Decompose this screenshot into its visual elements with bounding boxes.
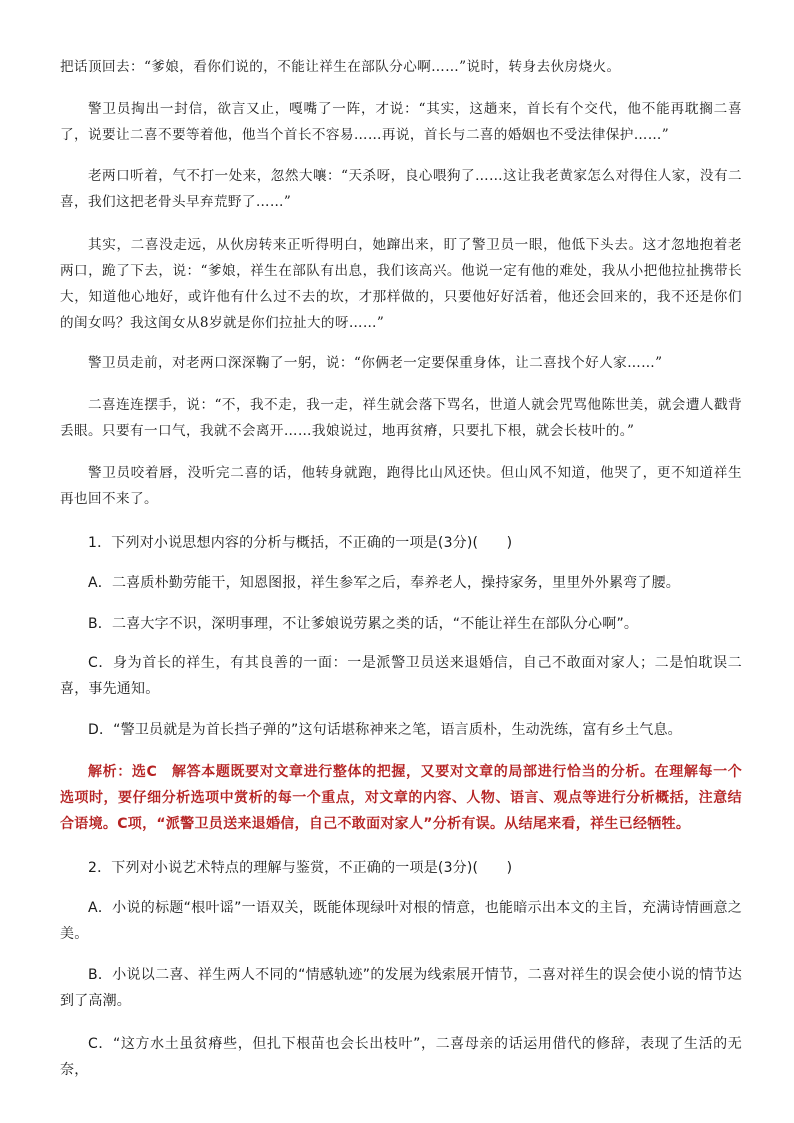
story-paragraph-7: 警卫员咬着唇，没听完二喜的话，他转身就跑，跑得比山风还快。但山风不知道，他哭了，更不知道祥生再也回不来了。	[60, 465, 742, 507]
question-2-option-c: C．“这方水土虽贫瘠些，但扎下根苗也会长出枝叶”，二喜母亲的话运用借代的修辞，表现了生活的无奈，	[60, 1036, 742, 1078]
question-1-option-d: D．“警卫员就是为首长挡子弹的”这句话堪称神来之笔，语言质朴，生动洗练，富有乡土气息。	[88, 722, 682, 738]
question-1-option-b: B．二喜大字不识，深明事理，不让爹娘说劳累之类的话，“不能让祥生在部队分心啊”。	[88, 616, 639, 632]
question-1-option-c: C．身为首长的祥生，有其良善的一面：一是派警卫员送来退婚信，自己不敢面对家人；二是怕耽误二喜，事先通知。	[60, 655, 742, 697]
story-paragraph-1: 把话顶回去：“爹娘，看你们说的，不能让祥生在部队分心啊……”说时，转身去伙房烧火。	[60, 59, 621, 75]
question-1-stem: 1．下列对小说思想内容的分析与概括，不正确的一项是(3分)( )	[88, 535, 513, 551]
question-2-option-b: B．小说以二喜、祥生两人不同的“情感轨迹”的发展为线索展开情节，二喜对祥生的误会使小说的情节达到了高潮。	[60, 967, 742, 1009]
story-paragraph-2: 警卫员掏出一封信，欲言又止，嘎嘴了一阵，才说：“其实，这趟来，首长有个交代，他不能再耽搁二喜了，说要让二喜不要等着他，他当个首长不容易……再说，首长与二喜的婚姻也不受法律保护……”	[60, 101, 742, 143]
question-1-option-a: A．二喜质朴勤劳能干，知恩图报，祥生参军之后，奉养老人，操持家务，里里外外累弯了腰。	[88, 575, 680, 591]
story-paragraph-3: 老两口听着，气不打一处来，忽然大嚷：“天杀呀，良心喂狗了……这让我老黄家怎么对得住人家，没有二喜，我们这把老骨头早弃荒野了……”	[60, 168, 742, 210]
question-2-stem: 2．下列对小说艺术特点的理解与鉴赏，不正确的一项是(3分)( )	[88, 860, 513, 876]
story-paragraph-5: 警卫员走前，对老两口深深鞠了一躬，说：“你俩老一定要保重身体，让二喜找个好人家……”	[88, 355, 663, 371]
question-2-option-a: A．小说的标题“根叶谣”一语双关，既能体现绿叶对根的情意，也能暗示出本文的主旨，充满诗情画意之美。	[60, 900, 742, 942]
question-1-analysis: 解析：选C 解答本题既要对文章进行整体的把握，又要对文章的局部进行恰当的分析。在理解每一个选项时，要仔细分析选项中赏析的每一个重点，对文章的内容、人物、语言、观点等进行分析概括，注意结合语境。C项，“派警卫员送来退婚信，自己不敢面对家人”分析有误。从结尾来看，祥生已经牺牲。	[60, 764, 742, 832]
story-paragraph-4: 其实，二喜没走远，从伙房转来正听得明白，她蹿出来，盯了警卫员一眼，他低下头去。这才忽地抱着老两口，跪了下去，说：“爹娘，祥生在部队有出息，我们该高兴。他说一定有他的难处，我从小把他拉扯携带长大，知道他心地好，或许他有什么过不去的坎，才那样做的，只要他好好活着，他还会回来的，我不还是你们的闺女吗？我这闺女从8岁就是你们拉扯大的呀……”	[60, 237, 742, 331]
story-paragraph-6: 二喜连连摆手，说：“不，我不走，我一走，祥生就会落下骂名，世道人就会咒骂他陈世美，就会遭人戳背丢眼。只要有一口气，我就不会离开……我娘说过，地再贫瘠，只要扎下根，就会长枝叶的。”	[60, 397, 742, 439]
